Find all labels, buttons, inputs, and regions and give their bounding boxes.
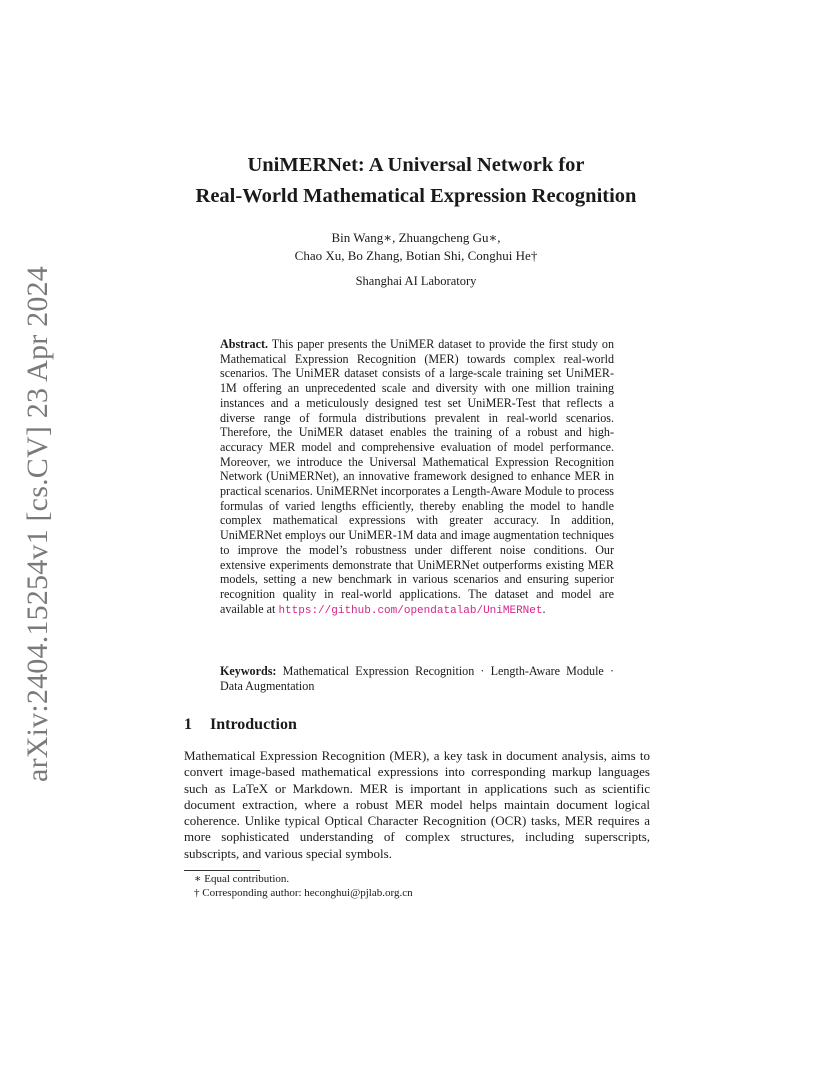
footnote-rule	[184, 870, 260, 871]
footnote-corresponding-author: † Corresponding author: heconghui@pjlab.org.cn	[194, 887, 413, 899]
arxiv-identifier: arXiv:2404.15254v1 [cs.CV] 23 Apr 2024	[21, 266, 54, 782]
arxiv-sidebar-stamp	[18, 266, 58, 782]
authors-line-1: Bin Wang∗, Zhuangcheng Gu∗,	[331, 230, 501, 245]
abstract	[220, 337, 614, 618]
section-heading	[184, 716, 297, 734]
keywords	[220, 664, 614, 694]
abstract-link[interactable]: https://github.com/opendatalab/UniMERNet	[278, 604, 543, 617]
abstract-end: .	[542, 601, 546, 616]
intro-paragraph: Mathematical Expression Recognition (MER), a key task in document analysis, aims to convert image-based mathematical expressions into corresponding markup languages such as LaTeX or Markdown. MER is important in applications such as scientific document extraction, where a robust MER model helps maintain document logical coherence. Unlike typical Optical Character Recognition (OCR) tasks, MER requires a more sophisticated understanding of complex structures, including superscripts, subscripts, and various special symbols.	[184, 748, 650, 861]
authors-line-2: Chao Xu, Bo Zhang, Botian Shi, Conghui He†	[294, 248, 538, 263]
author-list	[150, 229, 682, 265]
title-line-2: Real-World Mathematical Expression Recognition	[195, 185, 637, 207]
footnote-equal-contribution: ∗ Equal contribution.	[194, 873, 290, 885]
title-line-1: UniMERNet: A Universal Network for	[247, 154, 585, 176]
section-number: 1	[184, 716, 192, 733]
keywords-label: Keywords:	[220, 664, 277, 678]
section-title: Introduction	[210, 716, 297, 733]
abstract-label: Abstract.	[220, 337, 269, 351]
keywords-text: Mathematical Expression Recognition · Length-Aware Module · Data Augmentation	[220, 664, 614, 693]
abstract-body: This paper presents the UniMER dataset to provide the first study on Mathematical Expression Recognition (MER) towards complex real-world scenarios. The UniMER dataset consists of a large-scale training set UniMER-1M offering an unprecedented scale and diversity with one million training instances and a meticulously designed test set UniMER-Test that reflects a diverse range of formula distributions prevalent in real-world scenarios. Therefore, the UniMER dataset enables the training of a robust and high-accuracy MER model and comprehensive evaluation of model performance. Moreover, we introduce the Universal Mathematical Expression Recognition Network (UniMERNet), an innovative framework designed to enhance MER in practical scenarios. UniMERNet incorporates a Length-Aware Module to process formulas of varied lengths efficiently, thereby enabling the model to handle complex mathematical expressions with greater accuracy. In addition, UniMERNet employs our UniMER-1M data and image augmentation techniques to improve the model’s robustness under different noise conditions. Our extensive experiments demonstrate that UniMERNet outperforms existing MER models, setting a new benchmark in various scenarios and ensuring superior recognition quality in real-world applications. The dataset and model are available at	[220, 337, 614, 616]
paper-title	[150, 150, 682, 212]
affiliation: Shanghai AI Laboratory	[355, 274, 477, 288]
